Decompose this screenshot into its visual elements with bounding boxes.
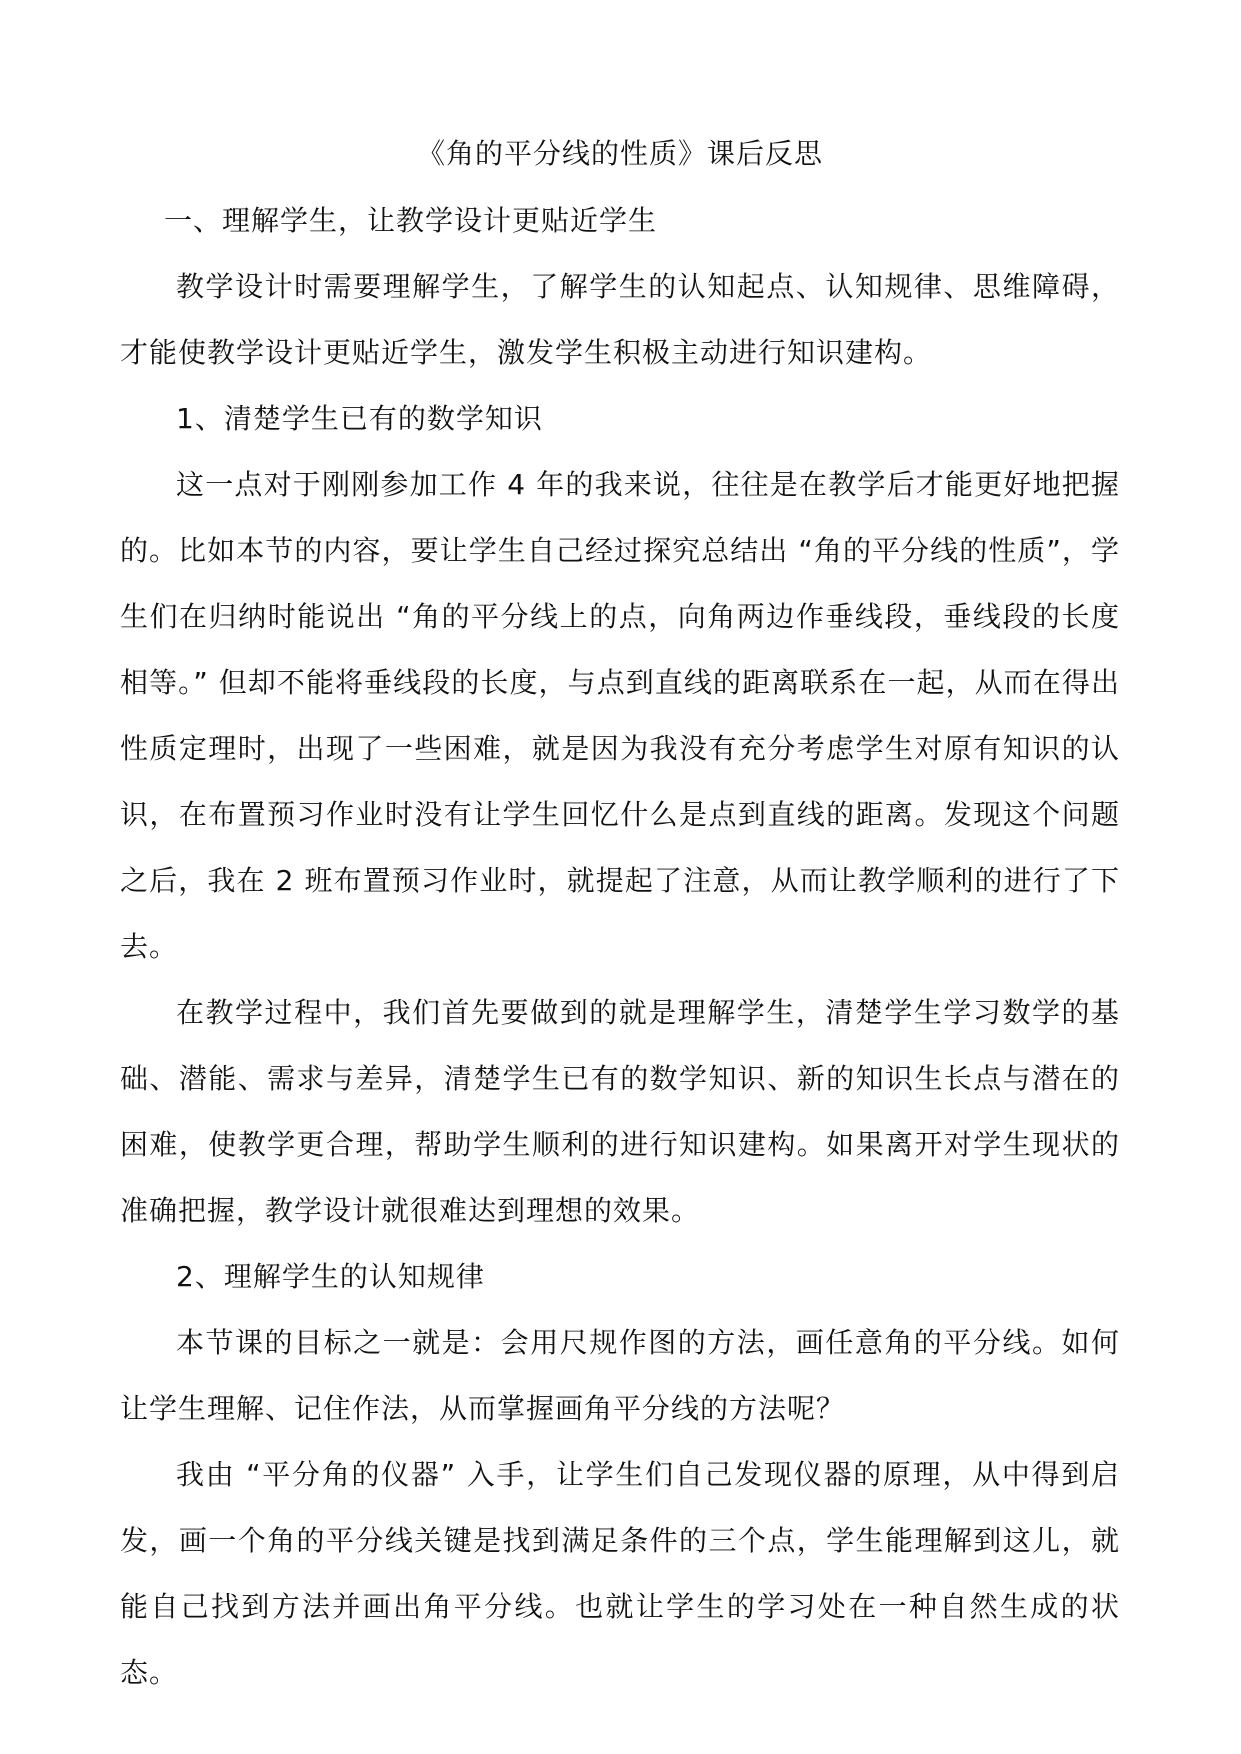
subsection-2-heading: 2、理解学生的认知规律 bbox=[176, 1260, 485, 1293]
section-1-heading: 一、理解学生，让教学设计更贴近学生 bbox=[164, 204, 658, 237]
document-body bbox=[120, 120, 1120, 1706]
subsection-1-heading: 1、清楚学生已有的数学知识 bbox=[176, 402, 543, 435]
subsection-1-paragraph-2: 在教学过程中，我们首先要做到的就是理解学生，清楚学生学习数学的基础、潜能、需求与差异，清楚学生已有的数学知识、新的知识生长点与潜在的困难，使教学更合理，帮助学生顺利的进行知识建构。如果离开对学生现状的准确把握，教学设计就很难达到理想的效果。 bbox=[120, 996, 1120, 1227]
section-1-intro-paragraph: 教学设计时需要理解学生，了解学生的认知起点、认知规律、思维障碍，才能使教学设计更贴近学生，激发学生积极主动进行知识建构。 bbox=[120, 270, 1120, 369]
subsection-1-paragraph-1: 这一点对于刚刚参加工作 4 年的我来说，往往是在教学后才能更好地把握的。比如本节的内容，要让学生自己经过探究总结出 “角的平分线的性质”，学生们在归纳时能说出 “角的平分线上的点，向角两边作垂线段，垂线段的长度相等。” 但却不能将垂线段的长度，与点到直线的距离联系在一起，从而在得出性质定理时，出现了一些困难，就是因为我没有充分考虑学生对原有知识的认识，在布置预习作业时没有让学生回忆什么是点到直线的距离。发现这个问题之后，我在 2 班布置预习作业时，就提起了注意，从而让教学顺利的进行了下去。 bbox=[120, 468, 1120, 963]
subsection-2-paragraph-2: 我由 “平分角的仪器” 入手，让学生们自己发现仪器的原理，从中得到启发，画一个角的平分线关键是找到满足条件的三个点，学生能理解到这儿，就能自己找到方法并画出角平分线。也就让学生的学习处在一种自然生成的状态。 bbox=[120, 1458, 1120, 1689]
subsection-2-paragraph-1: 本节课的目标之一就是：会用尺规作图的方法，画任意角的平分线。如何让学生理解、记住作法，从而掌握画角平分线的方法呢？ bbox=[120, 1326, 1120, 1425]
document-title: 《角的平分线的性质》课后反思 bbox=[416, 137, 823, 170]
